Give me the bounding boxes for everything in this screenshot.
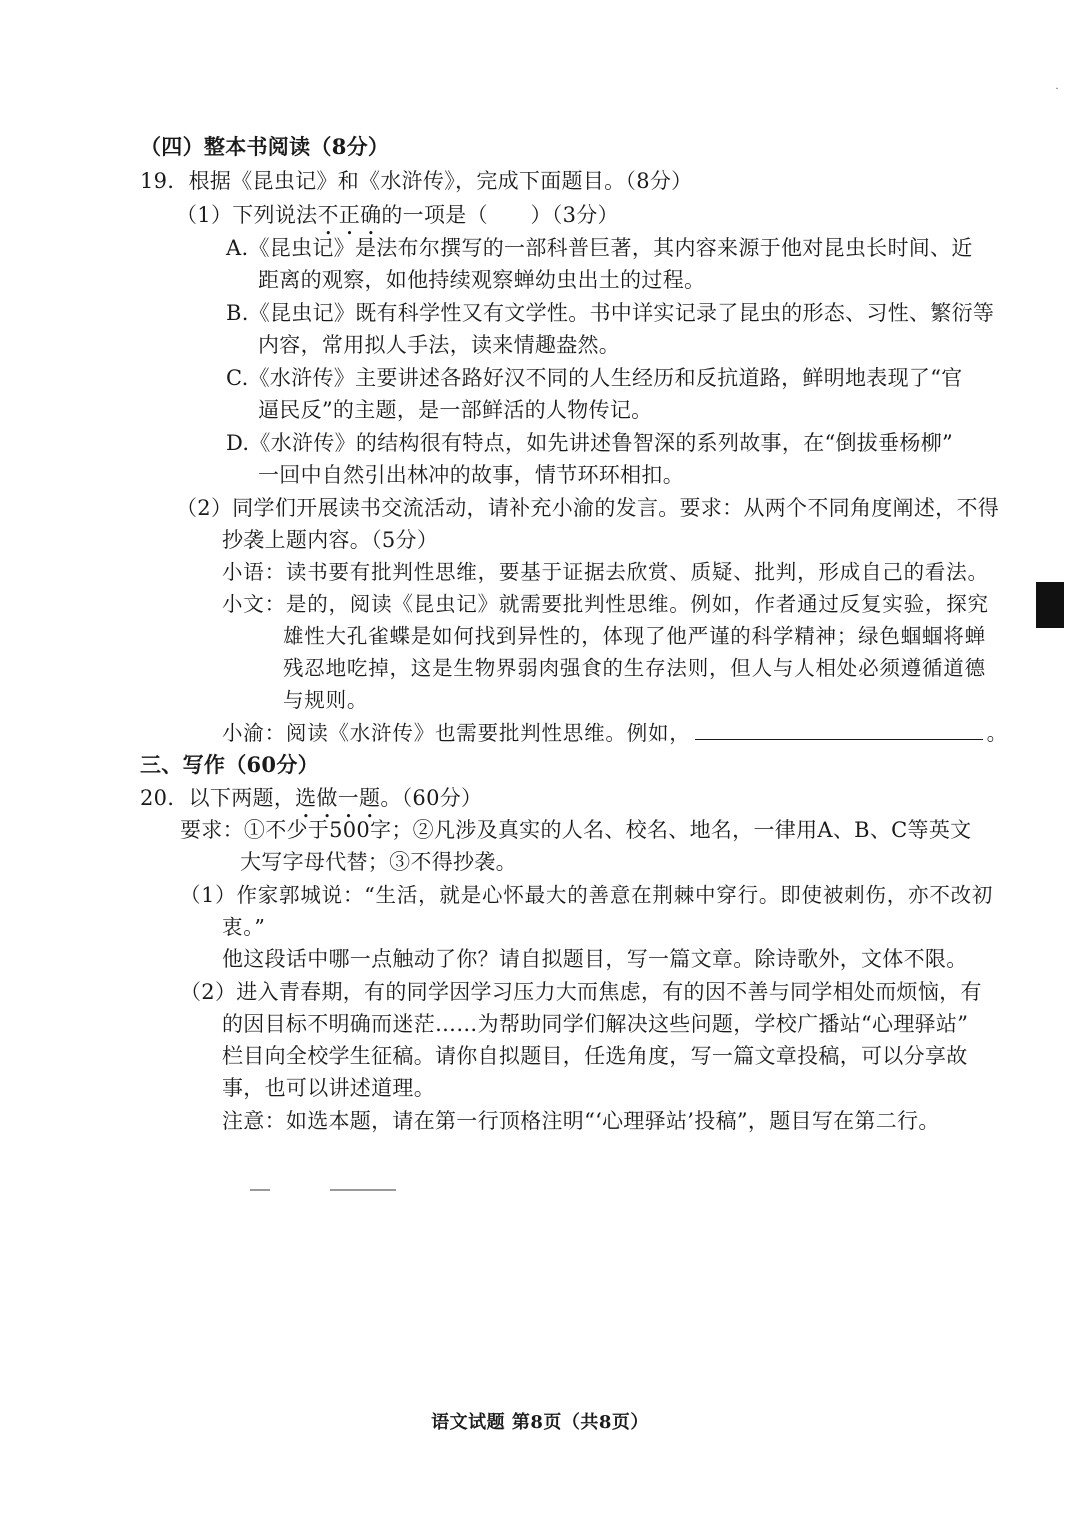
option-d-line2: 一回中自然引出林冲的故事，情节环环相扣。 xyxy=(258,463,684,487)
emphasis-choose-one: 选做一题 xyxy=(295,786,381,810)
xiaowen-speech-line2: 雄性大孔雀蝶是如何找到异性的，体现了他严谨的科学精神；绿色蝈蝈将蝉 xyxy=(283,624,986,648)
q20-requirements-line2: 大写字母代替；③不得抄袭。 xyxy=(240,850,517,874)
option-b-line2: 内容，常用拟人手法，读来情趣盎然。 xyxy=(258,333,621,357)
xiaowen-speech-line3: 残忍地吃掉，这是生物界弱肉强食的生存法则，但人与人相处必须遵循道德 xyxy=(283,656,986,680)
prompt2-line4: 事，也可以讲述道理。 xyxy=(222,1076,435,1100)
xiaoyu2-speech: 小渝：阅读《水浒传》也需要批判性思维。例如， 。 xyxy=(222,721,1008,745)
q19-stem: 19．根据《昆虫记》和《水浒传》，完成下面题目。（8分） xyxy=(140,169,693,193)
option-a-line1: A.《昆虫记》是法布尔撰写的一部科普巨著，其内容来源于他对昆虫长时间、近 xyxy=(226,236,973,260)
page-footer: 语文试题 第8页（共8页） xyxy=(431,1412,649,1433)
xiaowen-speech-line1: 小文：是的，阅读《昆虫记》就需要批判性思维。例如，作者通过反复实验，探究 xyxy=(222,592,989,616)
xiaoyu-speech: 小语：读书要有批判性思维，要基于证据去欣赏、质疑、批判，形成自己的看法。 xyxy=(222,560,989,584)
answer-blank[interactable] xyxy=(695,719,983,740)
scan-smudge xyxy=(250,1189,270,1191)
prompt2-note: 注意：如选本题，请在第一行顶格注明“‘心理驿站’投稿”，题目写在第二行。 xyxy=(222,1109,940,1133)
q20-requirements-line1: 要求：①不少于500字；②凡涉及真实的人名、校名、地名，一律用A、B、C等英文 xyxy=(180,818,972,842)
option-c-line1: C.《水浒传》主要讲述各路好汉不同的人生经历和反抗道路，鲜明地表现了“官 xyxy=(226,366,963,390)
q19-part1-stem: （1）下列说法不正确的一项是（ ）（3分） xyxy=(176,203,619,227)
q19-part2-stem-line2: 抄袭上题内容。（5分） xyxy=(222,528,439,552)
option-d-line1: D.《水浒传》的结构很有特点，如先讲述鲁智深的系列故事，在“倒拔垂杨柳” xyxy=(226,431,954,455)
margin-marker xyxy=(1036,582,1064,628)
prompt1-line3: 他这段话中哪一点触动了你？请自拟题目，写一篇文章。除诗歌外，文体不限。 xyxy=(222,947,968,971)
prompt1-line2: 衷。” xyxy=(222,915,266,939)
corner-mark: ˙ xyxy=(1054,86,1060,100)
scan-smudge xyxy=(330,1189,396,1191)
option-a-line2: 距离的观察，如他持续观察蝉幼虫出土的过程。 xyxy=(258,268,706,292)
prompt1-line1: （1）作家郭城说：“生活，就是心怀最大的善意在荆棘中穿行。即使被刺伤，亦不改初 xyxy=(180,883,994,907)
section3-heading: 三、写作（60分） xyxy=(140,752,319,777)
q19-part2-stem-line1: （2）同学们开展读书交流活动，请补充小渝的发言。要求：从两个不同角度阐述，不得 xyxy=(176,496,1000,520)
section4-heading: （四）整本书阅读（8分） xyxy=(140,134,390,159)
prompt2-line2: 的因目标不明确而迷茫……为帮助同学们解决这些问题，学校广播站“心理驿站” xyxy=(222,1012,969,1036)
q20-stem: 20．以下两题，选做一题。（60分） xyxy=(140,786,483,810)
option-b-line1: B.《昆虫记》既有科学性又有文学性。书中详实记录了昆虫的形态、习性、繁衍等 xyxy=(226,301,995,325)
prompt2-line3: 栏目向全校学生征稿。请你自拟题目，任选角度，写一篇文章投稿，可以分享故 xyxy=(222,1044,968,1068)
emphasis-not-correct: 不正确 xyxy=(317,203,382,227)
option-c-line2: 逼民反”的主题，是一部鲜活的人物传记。 xyxy=(258,398,653,422)
xiaowen-speech-line4: 与规则。 xyxy=(283,688,369,712)
prompt2-line1: （2）进入青春期，有的同学因学习压力大而焦虑，有的因不善与同学相处而烦恼，有 xyxy=(180,980,982,1004)
